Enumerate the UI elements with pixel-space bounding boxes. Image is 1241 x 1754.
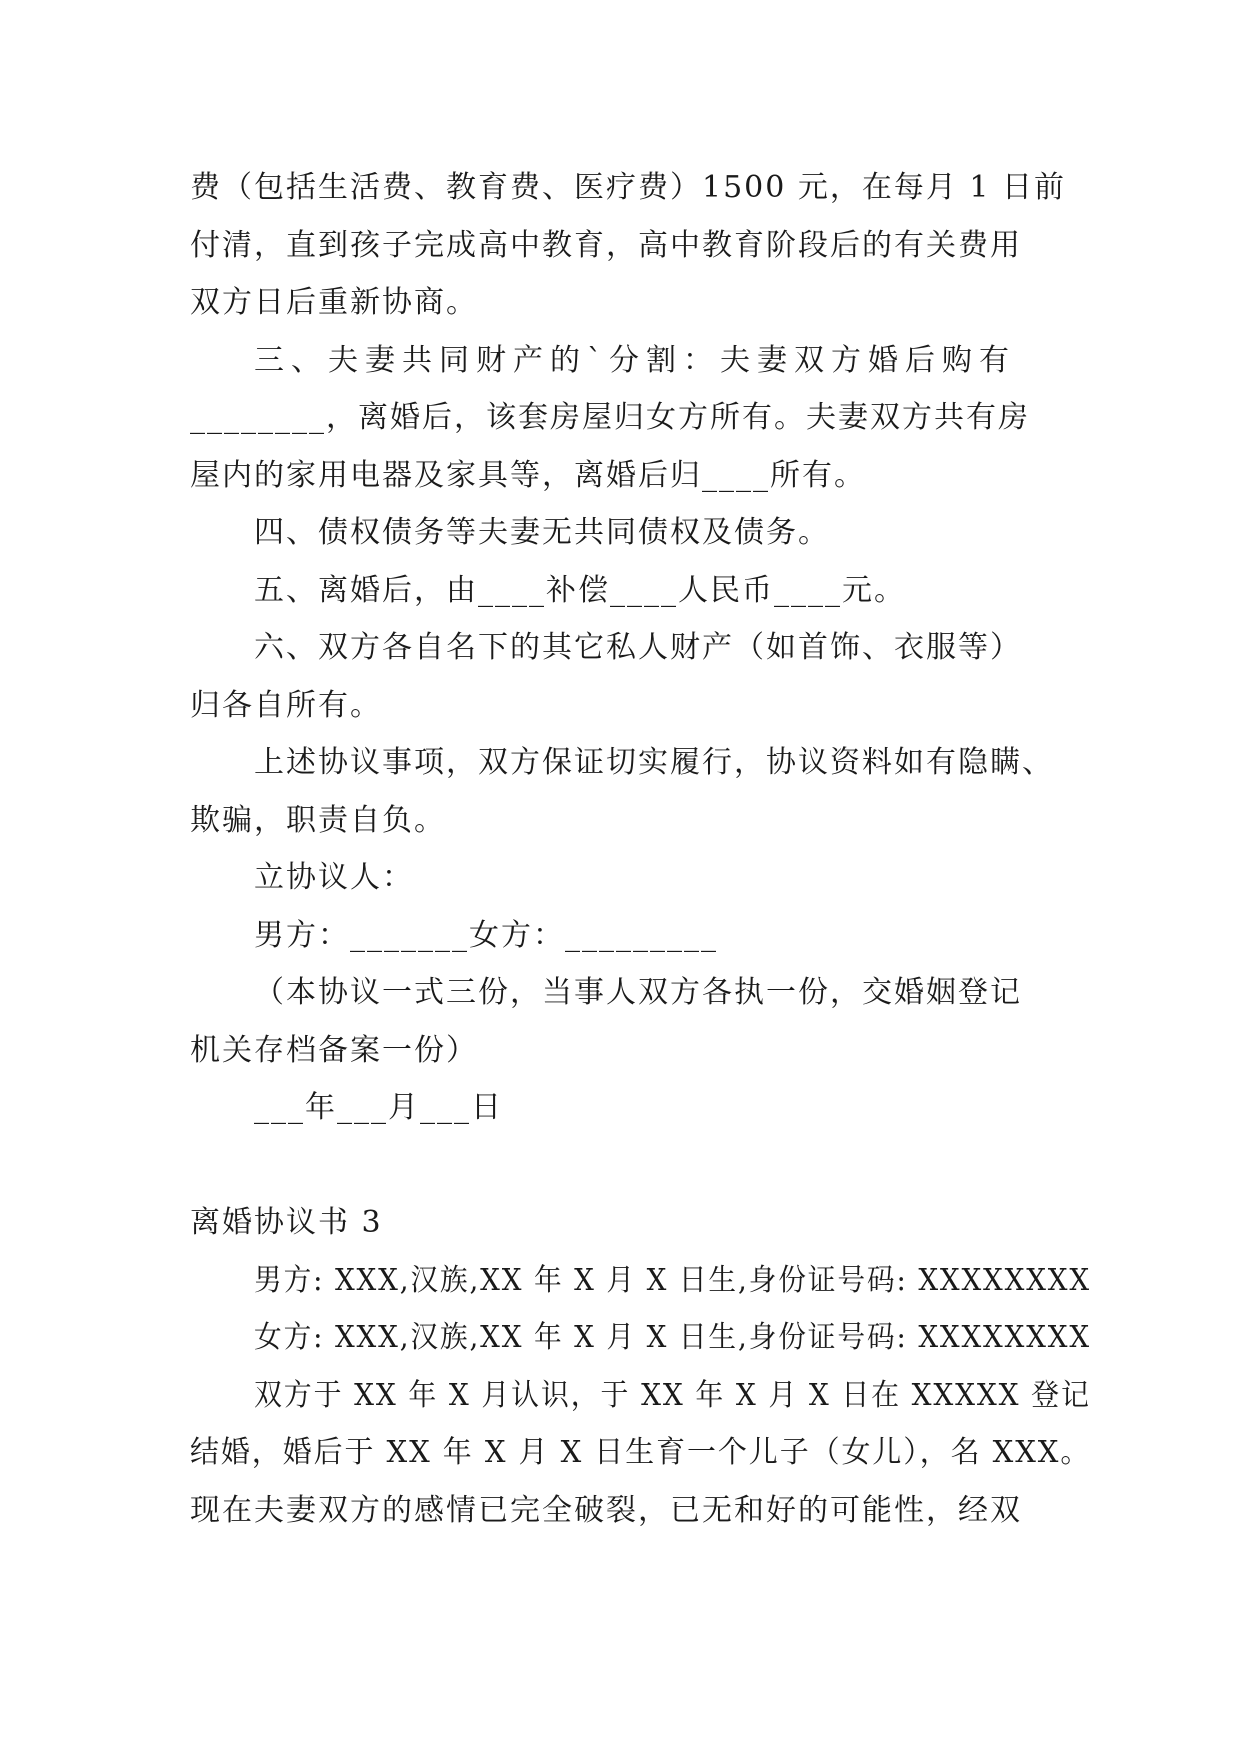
paragraph-line: 屋内的家用电器及家具等，离婚后归____所有。 <box>190 458 866 493</box>
paragraph-line: 归各自所有。 <box>190 688 382 723</box>
paragraph-line: 结婚，婚后于 XX 年 X 月 X 日生育一个儿子（女儿），名 XXX。 <box>190 1435 1092 1470</box>
paragraph-line: 付清，直到孩子完成高中教育，高中教育阶段后的有关费用 <box>190 228 1022 263</box>
paragraph-line: 四、债权债务等夫妻无共同债权及债务。 <box>254 515 830 550</box>
section-title: 离婚协议书 3 <box>190 1205 383 1240</box>
paragraph-line: 六、双方各自名下的其它私人财产（如首饰、衣服等） <box>254 630 1022 665</box>
paragraph-line: （本协议一式三份，当事人双方各执一份，交婚姻登记 <box>254 975 1022 1010</box>
paragraph-line: 立协议人： <box>254 860 414 895</box>
paragraph-line: 三、夫妻共同财产的`分割：夫妻双方婚后购有 <box>254 343 1016 378</box>
paragraph-line: 欺骗，职责自负。 <box>190 803 446 838</box>
paragraph-line: 双方日后重新协商。 <box>190 285 478 320</box>
paragraph-line: 上述协议事项，双方保证切实履行，协议资料如有隐瞒、 <box>254 745 1054 780</box>
paragraph-line: 女方: XXX,汉族,XX 年 X 月 X 日生,身份证号码: XXXXXXXX <box>254 1320 1091 1355</box>
paragraph-line: 机关存档备案一份） <box>190 1033 478 1068</box>
paragraph-line: 男方：_______女方：_________ <box>254 918 718 953</box>
paragraph-line: 现在夫妻双方的感情已完全破裂，已无和好的可能性，经双 <box>190 1493 1022 1528</box>
paragraph-line: 费（包括生活费、教育费、医疗费）1500 元，在每月 1 日前 <box>190 170 1067 205</box>
paragraph-line: 五、离婚后，由____补偿____人民币____元。 <box>254 573 906 608</box>
paragraph-line: 男方: XXX,汉族,XX 年 X 月 X 日生,身份证号码: XXXXXXXX <box>254 1263 1091 1298</box>
date-line: ___年___月___日 <box>254 1090 503 1125</box>
paragraph-line: ________，离婚后，该套房屋归女方所有。夫妻双方共有房 <box>190 400 1030 435</box>
paragraph-line: 双方于 XX 年 X 月认识，于 XX 年 X 月 X 日在 XXXXX 登记 <box>254 1378 1091 1413</box>
